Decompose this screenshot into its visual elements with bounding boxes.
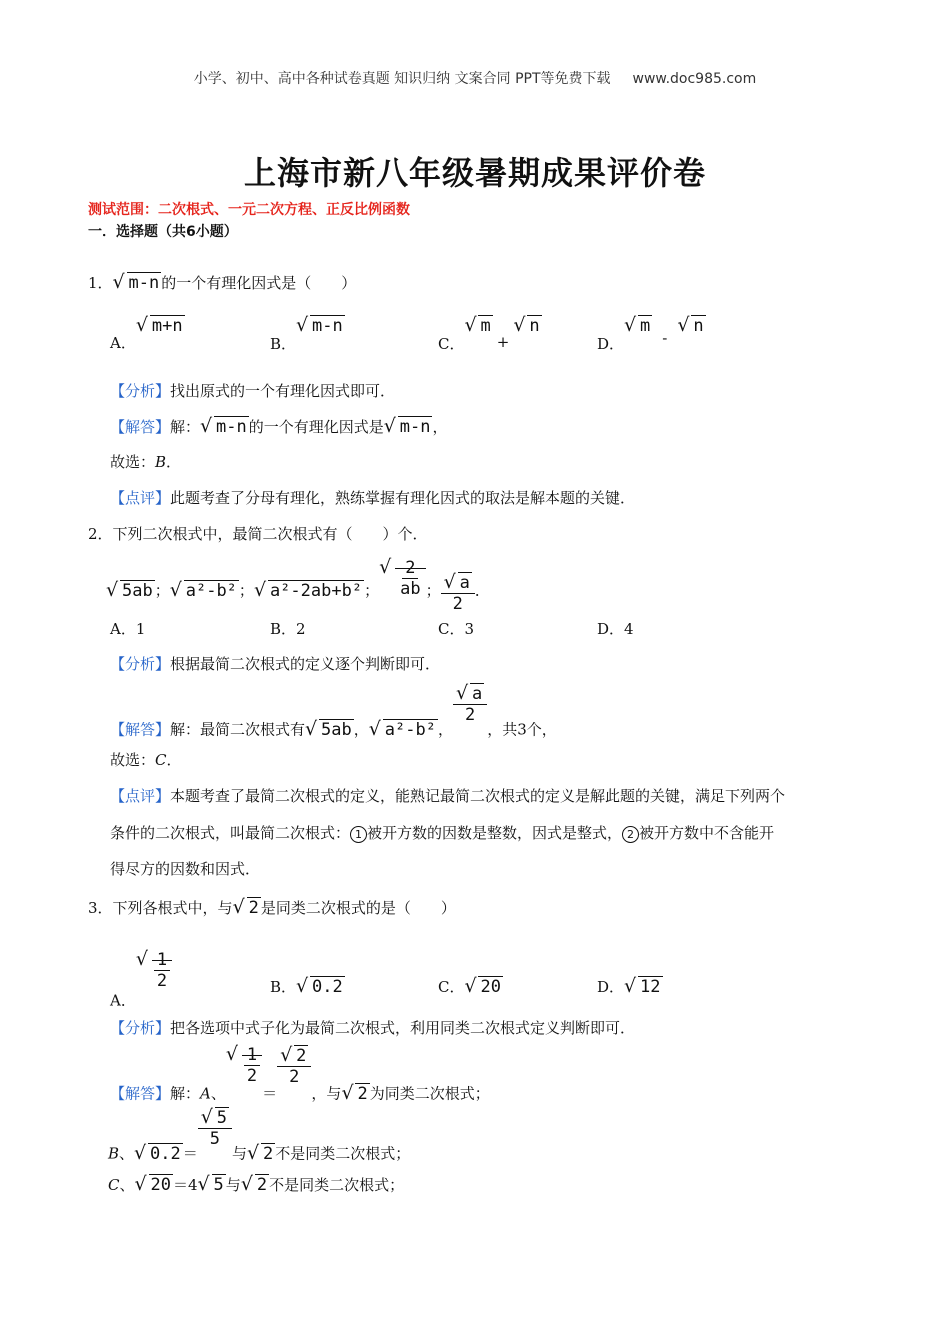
q1-stem: 1．√ m-n 的一个有理化因式是（ ） bbox=[88, 272, 356, 293]
q2-analysis: 【分析】根据最简二次根式的定义逐个判断即可． bbox=[110, 655, 441, 673]
header-url[interactable]: www.doc985.com bbox=[632, 71, 757, 87]
q1-option-d[interactable]: D．√ m-√ n bbox=[597, 316, 706, 354]
sqrt: √ $\frac{2}{ab}$ bbox=[379, 558, 425, 599]
q2-comment-line3: 得尽方的因数和因式． bbox=[110, 860, 261, 878]
sqrt: √ m-n bbox=[384, 417, 433, 437]
q1-choose: 故选：B． bbox=[110, 453, 182, 471]
q2-comment-line2: 条件的二次根式，叫最简二次根式： 1 被开方数的因数是整数，因式是整式， 2 被开方数中不含能开 bbox=[110, 824, 775, 842]
sqrt: √ 2 bbox=[341, 1084, 369, 1104]
q2-stem: 2．下列二次根式中，最简二次根式有（ ）个． bbox=[88, 525, 428, 543]
q2-expressions: √ 5ab ；√ a²-b² ；√ a²-2ab+b² ； √ $\frac{2}{ab}$ ； √ $\frac{a}{2}$ ． bbox=[106, 558, 490, 614]
sqrt: √ a²-b² bbox=[369, 720, 438, 740]
circled-number: 1 bbox=[350, 826, 367, 843]
page-title: 上海市新八年级暑期成果评价卷 bbox=[243, 154, 706, 192]
sqrt: √ 2 bbox=[233, 898, 261, 918]
sqrt: √ m bbox=[624, 316, 652, 336]
q1-comment: 【点评】此题考查了分母有理化，熟练掌握有理化因式的取法是解本题的关键． bbox=[110, 489, 636, 507]
sqrt: √ 0.2 bbox=[296, 977, 345, 997]
sqrt: √ n bbox=[513, 316, 541, 336]
q2-option-b[interactable]: B．2 bbox=[270, 620, 306, 638]
header-text: 小学、初中、高中各种试卷真题 知识归纳 文案合同 PPT等免费下载 bbox=[193, 71, 611, 87]
q1-analysis: 【分析】找出原式的一个有理化因式即可． bbox=[110, 382, 396, 400]
circled-number: 2 bbox=[622, 826, 639, 843]
fraction: √ $\frac{5}{5}$ bbox=[198, 1108, 232, 1149]
sqrt: √ 5 bbox=[198, 1175, 226, 1195]
sqrt: √ 20 bbox=[135, 1175, 173, 1195]
sqrt: √ $\frac{1}{2}$ bbox=[136, 950, 172, 991]
sqrt: √ 2 bbox=[241, 1175, 269, 1195]
q2-option-a[interactable]: A．1 bbox=[110, 620, 146, 638]
fraction: √ $\frac{a}{2}$ bbox=[441, 573, 475, 614]
sqrt: √ m-n bbox=[200, 417, 249, 437]
q2-answer: 【解答】解：最简二次根式有√ 5ab ，√ a²-b² ， √ $\frac{a}{2}$ ，共3个， bbox=[110, 684, 557, 740]
sqrt: √ m-n bbox=[296, 316, 345, 336]
q2-comment-line1: 【点评】本题考查了最简二次根式的定义，能熟记最简二次根式的定义是解此题的关键，满足下列两个 bbox=[110, 787, 786, 805]
sqrt: √ 2 bbox=[247, 1144, 275, 1164]
page-header bbox=[0, 68, 950, 88]
sqrt: √ m bbox=[464, 316, 492, 336]
section-heading: 一．选择题（共6小题） bbox=[88, 224, 238, 240]
q2-option-d[interactable]: D．4 bbox=[597, 620, 634, 638]
sqrt: √ 5ab bbox=[305, 720, 354, 740]
q1-option-b[interactable]: B．√ m-n bbox=[270, 316, 345, 354]
q3-answer-c: C、√ 20 ＝4√ 5 与√ 2 不是同类二次根式； bbox=[108, 1174, 404, 1195]
q3-analysis: 【分析】把各选项中式子化为最简二次根式，利用同类二次根式定义判断即可． bbox=[110, 1019, 636, 1037]
test-scope: 测试范围：二次根式、一元二次方程、正反比例函数 bbox=[88, 202, 410, 218]
q3-option-c[interactable]: C．√ 20 bbox=[438, 976, 503, 997]
fraction: √ $\frac{2}{2}$ bbox=[277, 1046, 311, 1087]
q3-option-d[interactable]: D．√ 12 bbox=[597, 976, 663, 997]
sqrt: √ $\frac{1}{2}$ bbox=[226, 1045, 262, 1086]
q3-answer-a: 【解答】解：A、 √ $\frac{1}{2}$ ＝ √ $\frac{2}{2}$ ，与√ 2 为同类二次根式； bbox=[110, 1045, 490, 1104]
q1-answer: 【解答】解：√ m-n 的一个有理化因式是√ m-n ， bbox=[110, 416, 448, 437]
sqrt: √ 5ab bbox=[106, 581, 155, 601]
sqrt: √ 12 bbox=[624, 977, 662, 997]
q3-stem: 3．下列各根式中，与√ 2 是同类二次根式的是（ ） bbox=[88, 897, 456, 918]
fraction: √ $\frac{a}{2}$ bbox=[453, 684, 487, 725]
q3-option-b[interactable]: B．√ 0.2 bbox=[270, 976, 345, 997]
sqrt: √ 0.2 bbox=[134, 1144, 183, 1164]
sqrt: √ m-n bbox=[113, 273, 162, 293]
sqrt: √ a²-b² bbox=[170, 581, 239, 601]
q1-option-c[interactable]: C．√ m+√ n bbox=[438, 316, 542, 354]
sqrt: √ 20 bbox=[464, 977, 502, 997]
q1-option-a[interactable]: A．√ m+n bbox=[110, 316, 185, 353]
sqrt: √ m+n bbox=[136, 316, 185, 336]
sqrt: √ a²-2ab+b² bbox=[254, 581, 364, 601]
q2-option-c[interactable]: C．3 bbox=[438, 620, 475, 638]
q3-answer-b: B、√ 0.2 ＝ √ $\frac{5}{5}$ 与√ 2 不是同类二次根式； bbox=[108, 1108, 410, 1164]
q3-option-a[interactable]: A． √ $\frac{1}{2}$ bbox=[110, 950, 172, 1011]
q2-choose: 故选：C． bbox=[110, 751, 182, 769]
sqrt: √ n bbox=[677, 316, 705, 336]
